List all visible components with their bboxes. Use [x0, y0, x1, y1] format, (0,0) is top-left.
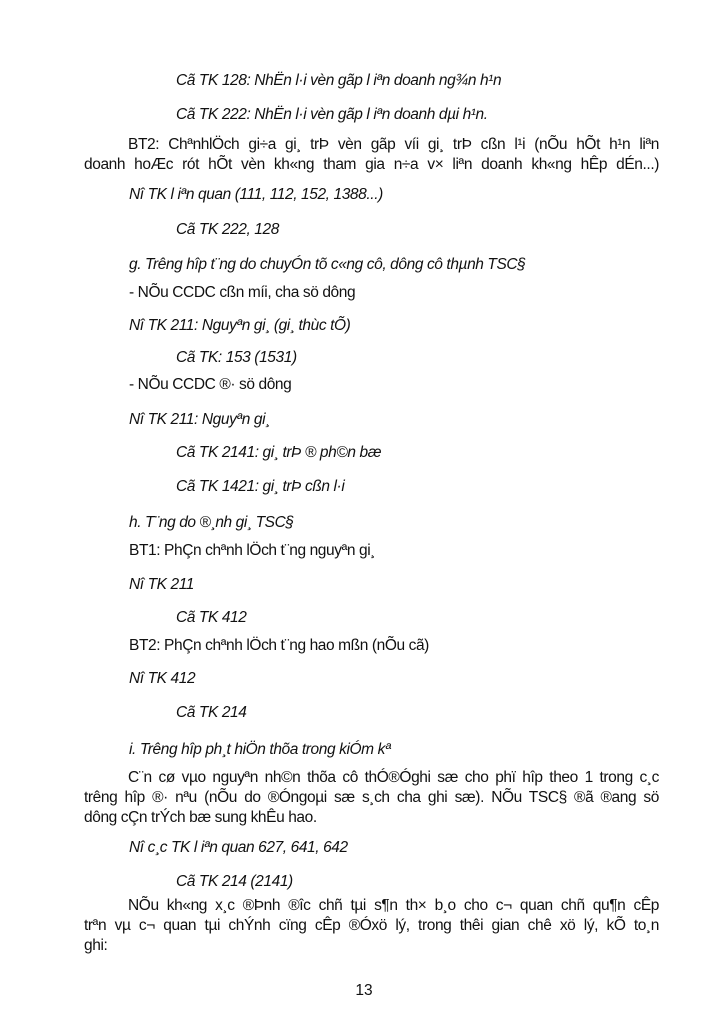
text-line: Cã TK 2141: gi¸ trÞ ® ph©n bæ	[176, 444, 382, 461]
section-heading: h. T¨ng do ®¸nh gi¸ TSC§	[129, 514, 294, 531]
page-number: 13	[355, 982, 373, 999]
text-line: Nî TK l iªn quan (111, 112, 152, 1388...)	[129, 186, 383, 203]
section-heading: i. Trêng hîp ph¸t hiÖn thõa trong kiÓm kª	[129, 741, 391, 758]
text-line: Cã TK 222, 128	[176, 221, 279, 238]
text-line: BT2: PhÇn chªnh lÖch t¨ng hao mßn (nÕu cã)	[129, 637, 429, 654]
text-line: C¨n cø vµo nguyªn nh©n thõa cô thÓ®Óghi sæ cho phï hîp theo 1 trong c¸c	[128, 769, 659, 786]
text-line: dông cÇn trÝch bæ sung khÊu hao.	[84, 809, 317, 826]
text-line: Cã TK 214	[176, 704, 247, 721]
text-line: Cã TK 412	[176, 609, 247, 626]
text-line: Nî TK 211: Nguyªn gi¸	[129, 411, 270, 428]
text-line: Cã TK 128: NhËn l·i vèn gãp l iªn doanh ng¾n h¹n	[176, 72, 502, 89]
text-line: Nî TK 412	[129, 670, 196, 687]
text-line: trêng hîp ®· nªu (nÕu do ®Óngoµi sæ s¸ch cha ghi sæ). NÕu TSC§ ®ã ®ang sö	[84, 789, 659, 806]
text-line: Cã TK 222: NhËn l·i vèn gãp l iªn doanh dµi h¹n.	[176, 106, 488, 123]
text-line: ghi:	[84, 937, 108, 954]
text-line: trªn vµ c¬ quan tµi chÝnh cïng cÊp ®Óxö lý, trong thêi gian chê xö lý, kÕ to¸n	[84, 917, 659, 934]
text-line: Cã TK 1421: gi¸ trÞ cßn l·i	[176, 478, 345, 495]
section-heading: g. Trêng hîp t¨ng do chuyÓn tõ c«ng cô, dông cô thµnh TSC§	[129, 256, 526, 273]
text-line: BT1: PhÇn chªnh lÖch t¨ng nguyªn gi¸	[129, 542, 376, 559]
text-line: Nî TK 211: Nguyªn gi¸ (gi¸ thùc tÕ)	[129, 317, 351, 334]
text-line: Nî c¸c TK l iªn quan 627, 641, 642	[129, 839, 348, 856]
text-line: Nî TK 211	[129, 576, 195, 593]
text-line: BT2: ChªnhlÖch gi÷a gi¸ trÞ vèn gãp víi gi¸ trÞ cßn l¹i (nÕu hÕt h¹n liªn	[128, 136, 659, 153]
text-line: Cã TK 214 (2141)	[176, 873, 293, 890]
text-line: - NÕu CCDC ®· sö dông	[129, 376, 292, 393]
text-line: - NÕu CCDC cßn míi, cha sö dông	[129, 284, 356, 301]
text-line: NÕu kh«ng x¸c ®Þnh ®îc chñ tµi s¶n th× b¸o cho c¬ quan chñ qu¶n cÊp	[128, 897, 659, 914]
text-line: Cã TK: 153 (1531)	[176, 349, 297, 366]
text-line: doanh hoÆc rót hÕt vèn kh«ng tham gia n÷a v× liªn doanh kh«ng hÊp dÉn...)	[84, 156, 659, 173]
